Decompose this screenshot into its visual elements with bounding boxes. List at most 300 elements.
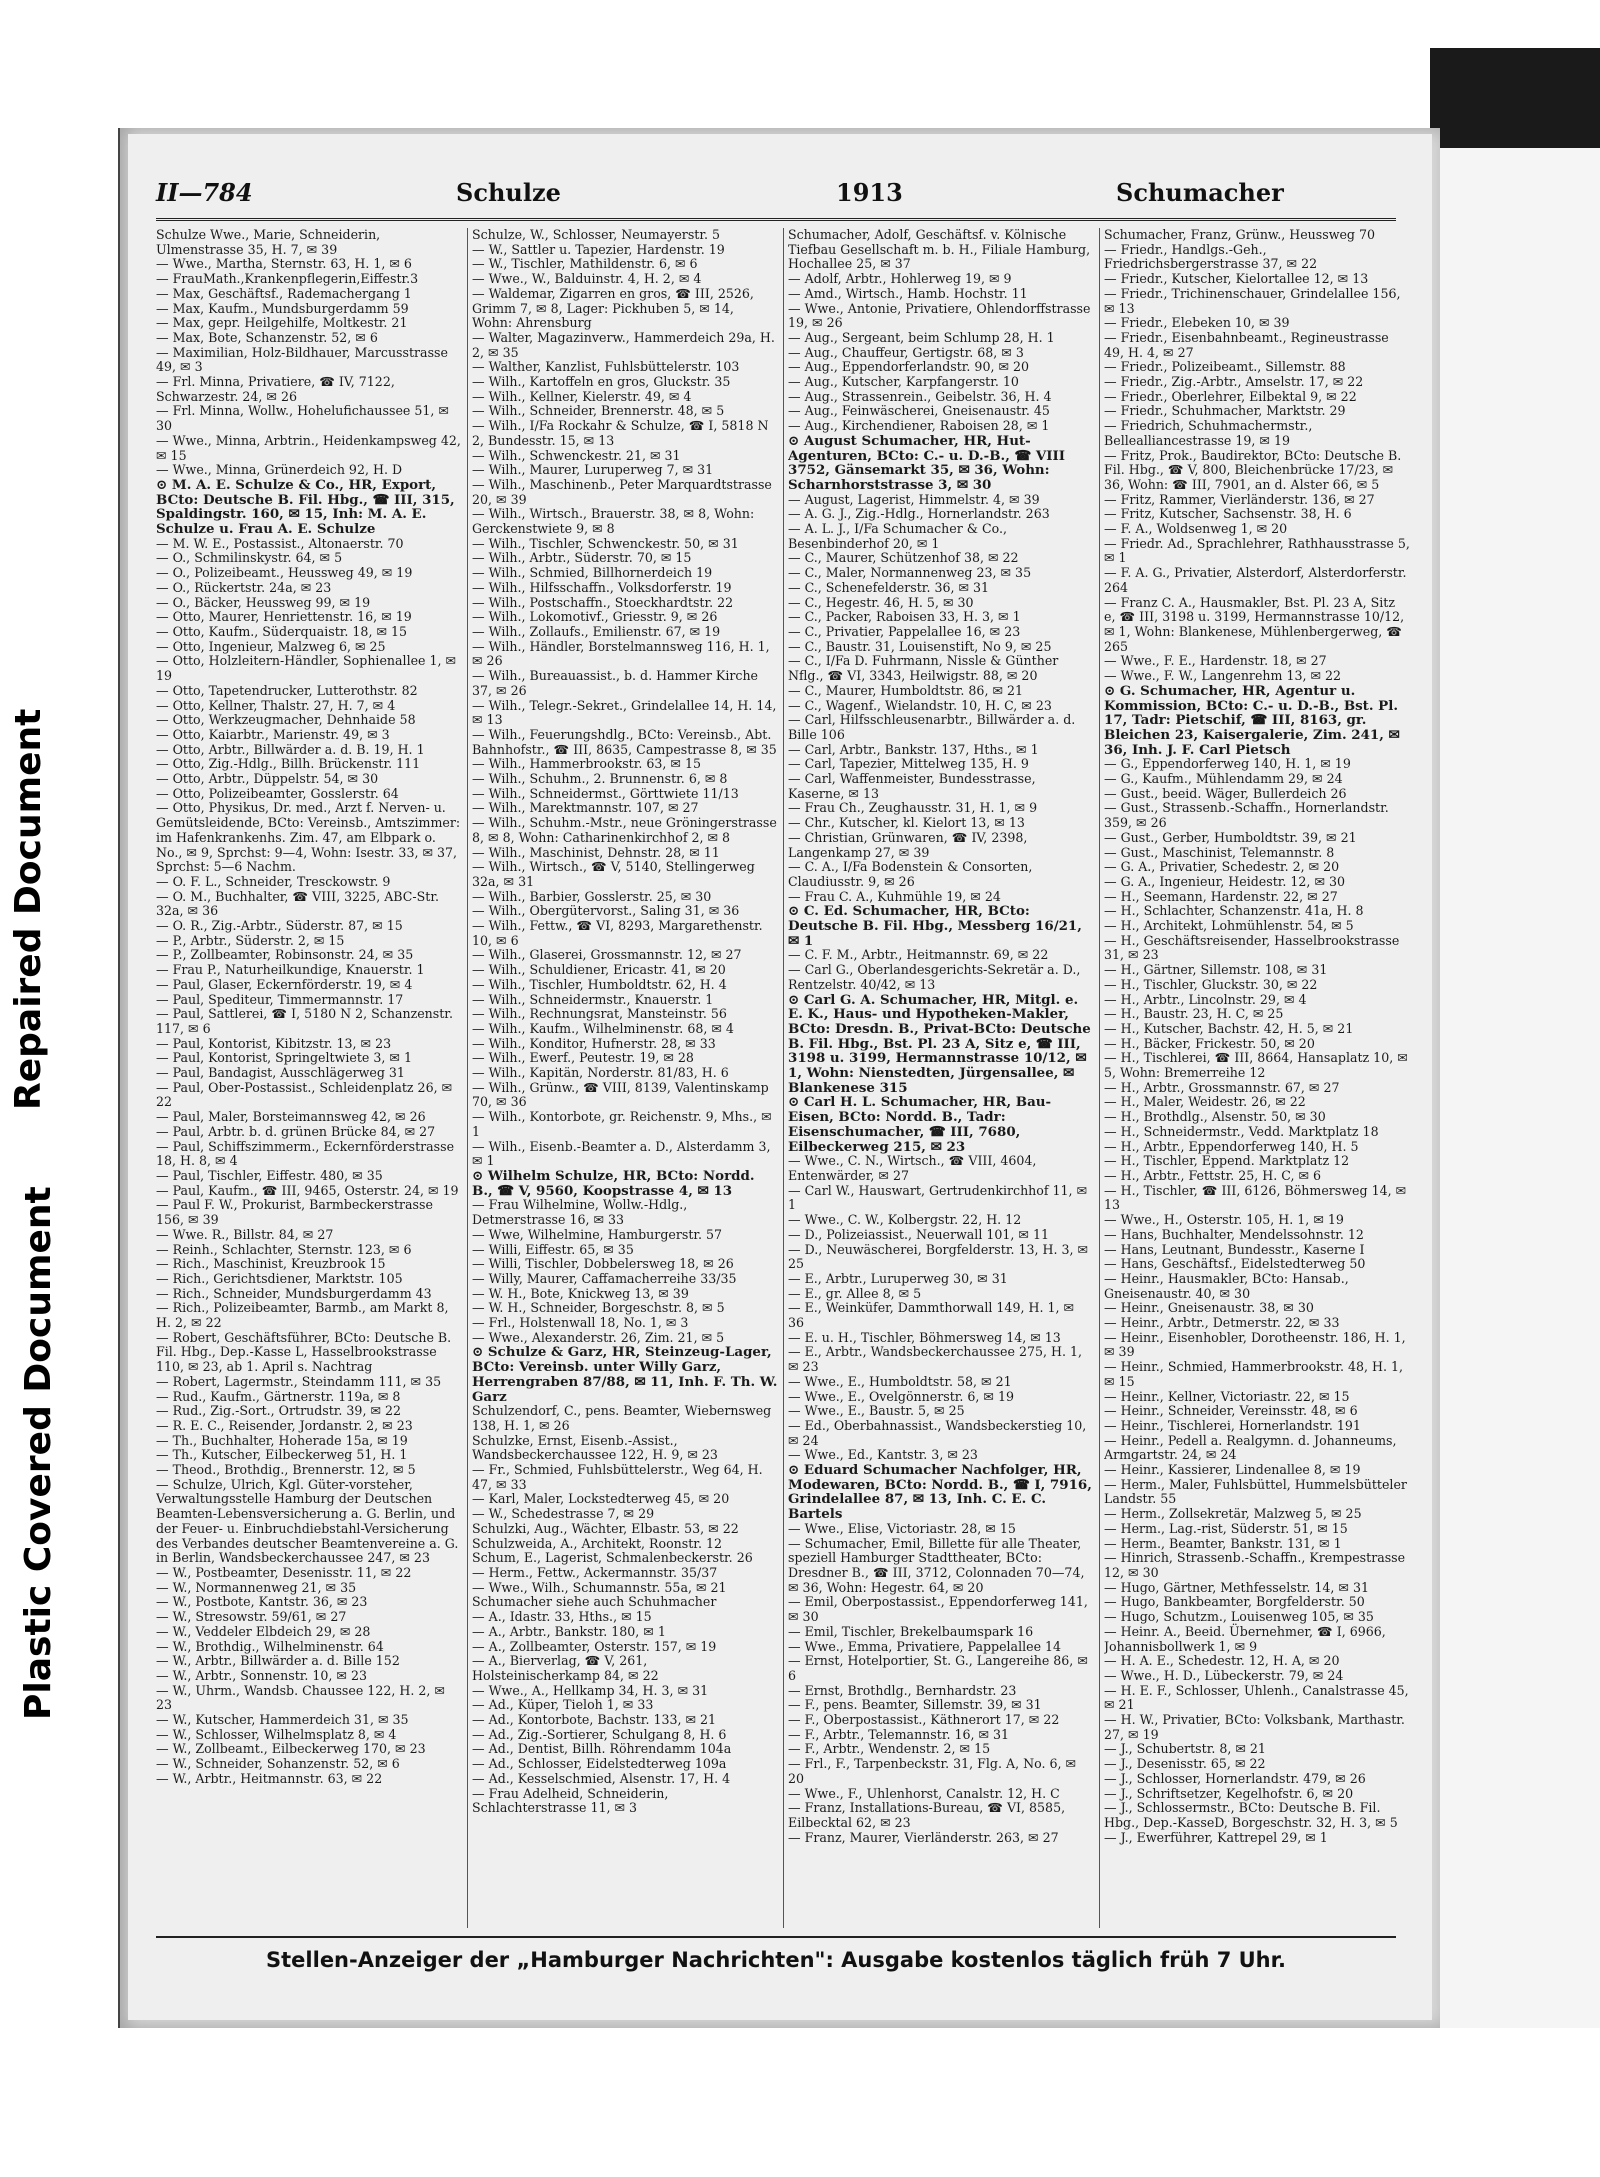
directory-entry: — O. M., Buchhalter, ☎ VIII, 3225, ABC-Str. 32a, ✉ 36 bbox=[156, 888, 440, 919]
directory-entry: — Rich., Maschinist, Kreuzbrook 15 bbox=[156, 1256, 386, 1272]
directory-entry: — H., Bäcker, Frickestr. 50, ✉ 20 bbox=[1104, 1035, 1315, 1051]
directory-entry: — Heinr., Eisenhobler, Dorotheenstr. 186, H. 1, ✉ 39 bbox=[1104, 1329, 1406, 1360]
directory-entry: — H., Baustr. 23, H. C, ✉ 25 bbox=[1104, 1006, 1284, 1022]
directory-entry: — H., Geschäftsreisender, Hasselbrookstrasse 31, ✉ 23 bbox=[1104, 932, 1400, 963]
directory-entry: — O. F. L., Schneider, Tresckowstr. 9 bbox=[156, 873, 391, 889]
directory-entry: — Otto, Kaiarbtr., Marienstr. 49, ✉ 3 bbox=[156, 726, 390, 742]
directory-entry: — O., Rückertstr. 24a, ✉ 23 bbox=[156, 579, 332, 595]
directory-entry: — P., Zollbeamter, Robinsonstr. 24, ✉ 35 bbox=[156, 947, 414, 963]
directory-entry: — Paul, Spediteur, Timmermannstr. 17 bbox=[156, 991, 404, 1007]
directory-entry: — Willi, Eiffestr. 65, ✉ 35 bbox=[472, 1241, 634, 1257]
directory-entry: — Otto, Tapetendrucker, Lutterothstr. 82 bbox=[156, 682, 418, 698]
directory-entry: — Otto, Arbtr., Düppelstr. 54, ✉ 30 bbox=[156, 771, 379, 787]
directory-entry: — C., Maurer, Humboldtstr. 86, ✉ 21 bbox=[788, 682, 1024, 698]
directory-entry: Schulzweida, A., Architekt, Roonstr. 12 bbox=[472, 1535, 722, 1551]
directory-entry: — G., Kaufm., Mühlendamm 29, ✉ 24 bbox=[1104, 771, 1343, 787]
directory-entry: — Wilh., Postschaffn., Stoeckhardtstr. 22 bbox=[472, 594, 734, 610]
directory-entry: — Paul, Arbtr. b. d. grünen Brücke 84, ✉ 27 bbox=[156, 1123, 436, 1139]
directory-entry: — Wilh., Kartoffeln en gros, Gluckstr. 35 bbox=[472, 374, 731, 390]
directory-entry: — Schulze, Ulrich, Kgl. Güter-vorsteher, Verwaltungsstelle Hamburg der Deutschen Beamten-Lebensversicherung a. G. Berlin, und der Feuer- u. Einbruchdiebstahl-Versicherung des Verbandes deutscher Beamtenvereine a. G. in Berlin, Wandsbeckerchaussee 247, ✉ 23 bbox=[156, 1476, 459, 1566]
directory-entry: — H., Seemann, Hardenstr. 22, ✉ 27 bbox=[1104, 888, 1338, 904]
directory-entry: — Max, Kaufm., Mundsburgerdamm 59 bbox=[156, 300, 409, 316]
directory-entry: — E., Arbtr., Wandsbeckerchaussee 275, H. 1, ✉ 23 bbox=[788, 1344, 1083, 1375]
directory-entry: — Willy, Maurer, Caffamacherreihe 33/35 bbox=[472, 1270, 737, 1286]
directory-entry: — Ad., Dentist, Billh. Röhrendamm 104a bbox=[472, 1741, 732, 1757]
directory-entry: — Paul, Bandagist, Ausschlägerweg 31 bbox=[156, 1065, 405, 1081]
directory-entry: — P., Arbtr., Süderstr. 2, ✉ 15 bbox=[156, 932, 345, 948]
directory-entry: — Rich., Polizeibeamter, Barmb., am Markt 8, H. 2, ✉ 22 bbox=[156, 1300, 449, 1331]
directory-entry: — FrauMath.,Krankenpflegerin,Eiffestr.3 bbox=[156, 271, 419, 287]
directory-entry: — W., Normannenweg 21, ✉ 35 bbox=[156, 1579, 357, 1595]
directory-entry: — Wwe., F., Uhlenhorst, Canalstr. 12, H. C bbox=[788, 1785, 1060, 1801]
directory-entry: — E., Arbtr., Luruperweg 30, ✉ 31 bbox=[788, 1270, 1008, 1286]
directory-entry: — Ad., Kontorbote, Bachstr. 133, ✉ 21 bbox=[472, 1712, 717, 1728]
directory-entry: — Frl. Minna, Privatiere, ☎ IV, 7122, Schwarzestr. 24, ✉ 26 bbox=[156, 374, 395, 404]
directory-entry: — Wilh., Maschinist, Dehnstr. 28, ✉ 11 bbox=[472, 844, 720, 860]
directory-entry: ⊙ Schulze & Garz, HR, Steinzeug-Lager, BCto: Vereinsb. unter Willy Garz, Herrengraben 87/88, ✉ 11, Inh. F. Th. W. Garz bbox=[472, 1344, 778, 1405]
directory-entry: — W., Uhrm., Wandsb. Chaussee 122, H. 2, ✉ 23 bbox=[156, 1682, 445, 1713]
directory-entry: — Wilh., Eisenb.-Beamter a. D., Alsterdamm 3, ✉ 1 bbox=[472, 1138, 771, 1169]
directory-entry: — Wwe., W., Balduinstr. 4, H. 2, ✉ 4 bbox=[472, 271, 702, 287]
directory-entry: — Theod., Brothdig., Brennerstr. 12, ✉ 5 bbox=[156, 1462, 416, 1478]
background-strip bbox=[1430, 148, 1600, 2028]
directory-entry: — Wilh., Lokomotivf., Griesstr. 9, ✉ 26 bbox=[472, 609, 718, 625]
directory-entry: — Wilh., Barbier, Gosslerstr. 25, ✉ 30 bbox=[472, 888, 712, 904]
directory-entry: — August, Lagerist, Himmelstr. 4, ✉ 39 bbox=[788, 491, 1040, 507]
directory-entry: — Heinr., Pedell a. Realgymn. d. Johanneums, Armgartstr. 24, ✉ 24 bbox=[1104, 1432, 1397, 1463]
directory-entry: — Heinr., Arbtr., Detmerstr. 22, ✉ 33 bbox=[1104, 1315, 1340, 1331]
directory-entry: — Robert, Lagermstr., Steindamm 111, ✉ 35 bbox=[156, 1373, 442, 1389]
directory-entry: — Heinr., Kellner, Victoriastr. 22, ✉ 15 bbox=[1104, 1388, 1350, 1404]
directory-entry: — C., Wagenf., Wielandstr. 10, H. C, ✉ 23 bbox=[788, 697, 1052, 713]
directory-entry: — Gust., Maschinist, Telemannstr. 8 bbox=[1104, 844, 1335, 860]
directory-entry: — Waldemar, Zigarren en gros, ☎ III, 2526, Grimm 7, ✉ 8, Lager: Pickhuben 5, ✉ 14, Wohn: Ahrensburg bbox=[472, 285, 754, 331]
directory-entry: — Hans, Geschäftsf., Eidelstedterweg 50 bbox=[1104, 1256, 1366, 1272]
directory-entry: — Wilh., Zollaufs., Emilienstr. 67, ✉ 19 bbox=[472, 623, 721, 639]
header-right-word: Schumacher bbox=[1116, 178, 1284, 207]
directory-entry: — E. u. H., Tischler, Böhmersweg 14, ✉ 13 bbox=[788, 1329, 1061, 1345]
directory-entry: — Herm., Beamter, Bankstr. 131, ✉ 1 bbox=[1104, 1535, 1342, 1551]
directory-entry: — Maximilian, Holz-Bildhauer, Marcusstrasse 49, ✉ 3 bbox=[156, 344, 448, 375]
directory-entry: — Friedr. Ad., Sprachlehrer, Rathhausstrasse 5, ✉ 1 bbox=[1104, 535, 1410, 566]
directory-entry: — R. E. C., Reisender, Jordanstr. 2, ✉ 23 bbox=[156, 1417, 413, 1433]
directory-entry: — Hans, Leutnant, Bundesstr., Kaserne I bbox=[1104, 1241, 1365, 1257]
directory-entry: — Gust., Strassenb.-Schaffn., Hornerlandstr. 359, ✉ 26 bbox=[1104, 800, 1389, 831]
directory-entry: Schumacher siehe auch Schuhmacher bbox=[472, 1594, 717, 1610]
directory-entry: — Wilh., Grünw., ☎ VIII, 8139, Valentinskamp 70, ✉ 36 bbox=[472, 1079, 769, 1110]
directory-entry: — O., Polizeibeamt., Heussweg 49, ✉ 19 bbox=[156, 565, 413, 581]
directory-entry: — Otto, Ingenieur, Malzweg 6, ✉ 25 bbox=[156, 638, 386, 654]
directory-entry: — Fritz, Kutscher, Sachsenstr. 38, H. 6 bbox=[1104, 506, 1352, 522]
side-labels bbox=[0, 0, 100, 2177]
directory-entry: — H. A. E., Schedestr. 12, H. A, ✉ 20 bbox=[1104, 1653, 1340, 1669]
directory-entry: — Wilh., Maurer, Luruperweg 7, ✉ 31 bbox=[472, 462, 714, 478]
directory-entry: — Wilh., Maschinenb., Peter Marquardtstrasse 20, ✉ 39 bbox=[472, 476, 772, 507]
directory-entry: ⊙ M. A. E. Schulze & Co., HR, Export, BCto: Deutsche B. Fil. Hbg., ☎ III, 315, Spaldingstr. 160, ✉ 15, Inh: M. A. E. Schulze u. Frau A. E. Schulze bbox=[156, 476, 455, 538]
directory-entry: — Heinr., Tischlerei, Hornerlandstr. 191 bbox=[1104, 1417, 1361, 1433]
directory-entry: — Otto, Kellner, Thalstr. 27, H. 7, ✉ 4 bbox=[156, 697, 396, 713]
directory-entry: — Aug., Kirchendiener, Raboisen 28, ✉ 1 bbox=[788, 418, 1050, 434]
directory-entry: — Heinr., Schmied, Hammerbrookstr. 48, H. 1, ✉ 15 bbox=[1104, 1359, 1404, 1389]
directory-entry: — Frau Wilhelmine, Wollw.-Hdlg., Detmerstrasse 16, ✉ 33 bbox=[472, 1197, 688, 1228]
directory-entry: — Wilh., Feuerungshdlg., BCto: Vereinsb., Abt. Bahnhofstr., ☎ III, 8635, Campestrasse 8, ✉ 35 bbox=[472, 726, 777, 757]
directory-entry: — Ad., Zig.-Sortierer, Schulgang 8, H. 6 bbox=[472, 1726, 727, 1742]
directory-entry: — Ed., Oberbahnassist., Wandsbeckerstieg 10, ✉ 24 bbox=[788, 1417, 1087, 1448]
directory-entry: — W., Tischler, Mathildenstr. 6, ✉ 6 bbox=[472, 256, 698, 272]
directory-entry: ⊙ G. Schumacher, HR, Agentur u. Kommission, BCto: C.- u. D.-B., Bst. Pl. 17, Tadr: Pietschif, ☎ III, 8163, gr. Bleichen 23, Kaisergalerie, Zim. 241, ✉ 36, Inh. J. F. Carl Pietsch bbox=[1104, 682, 1400, 758]
directory-entry: — W., Veddeler Elbdeich 29, ✉ 28 bbox=[156, 1623, 371, 1639]
directory-entry: — Carl G., Oberlandesgerichts-Sekretär a. D., Rentzelstr. 40/42, ✉ 13 bbox=[788, 962, 1081, 992]
directory-entry: — W., Zollbeamt., Eilbeckerweg 170, ✉ 23 bbox=[156, 1741, 426, 1757]
directory-entry: — Paul, Kontorist, Kibitzstr. 13, ✉ 23 bbox=[156, 1035, 392, 1051]
directory-entry: — A., Zollbeamter, Osterstr. 157, ✉ 19 bbox=[472, 1638, 717, 1654]
directory-entry: — Wwe., E., Baustr. 5, ✉ 25 bbox=[788, 1403, 965, 1419]
directory-entry: — E., Weinküfer, Dammthorwall 149, H. 1, ✉ 36 bbox=[788, 1300, 1075, 1331]
directory-entry: — H., Tischlerei, ☎ III, 8664, Hansaplatz 10, ✉ 5, Wohn: Bremerreihe 12 bbox=[1104, 1050, 1408, 1081]
directory-entry: — H., Tischler, Gluckstr. 30, ✉ 22 bbox=[1104, 976, 1318, 992]
directory-entry: — J., Schriftsetzer, Kegelhofstr. 6, ✉ 20 bbox=[1104, 1785, 1354, 1801]
directory-entry: — A., Bierverlag, ☎ V, 261, Holsteinischerkamp 84, ✉ 22 bbox=[472, 1653, 659, 1683]
directory-entry: — Wwe., Wilh., Schumannstr. 55a, ✉ 21 bbox=[472, 1579, 727, 1595]
directory-entry: Schulzendorf, C., pens. Beamter, Wiebernsweg 138, H. 1, ✉ 26 bbox=[472, 1403, 772, 1433]
directory-entry: — H., Maler, Weidestr. 26, ✉ 22 bbox=[1104, 1094, 1306, 1110]
directory-entry: — H., Architekt, Lohmühlenstr. 54, ✉ 5 bbox=[1104, 918, 1354, 934]
directory-entry: — Paul, Maler, Borsteimannsweg 42, ✉ 26 bbox=[156, 1109, 426, 1125]
header-left-word: Schulze bbox=[456, 178, 561, 207]
directory-entry: — Wilh., Obergütervorst., Saling 31, ✉ 36 bbox=[472, 903, 740, 919]
repaired-document-label: Repaired Document bbox=[8, 708, 49, 1110]
directory-entry: — Wilh., Schneider, Brennerstr. 48, ✉ 5 bbox=[472, 403, 725, 419]
directory-entry: — Wilh., Kaufm., Wilhelminenstr. 68, ✉ 4 bbox=[472, 1020, 734, 1036]
directory-entry: — Wilh., Hilfsschaffn., Volksdorferstr. 19 bbox=[472, 579, 732, 595]
directory-entry: — Carl, Hilfsschleusenarbtr., Billwärder a. d. Bille 106 bbox=[788, 712, 1076, 742]
directory-entry: — A., Arbtr., Bankstr. 180, ✉ 1 bbox=[472, 1623, 666, 1639]
directory-entry: — H. W., Privatier, BCto: Volksbank, Marthastr. 27, ✉ 19 bbox=[1104, 1712, 1405, 1742]
directory-entry: — Ernst, Brothdlg., Bernhardstr. 23 bbox=[788, 1682, 1017, 1698]
directory-entry: — H., Tischler, Eppend. Marktplatz 12 bbox=[1104, 1153, 1350, 1169]
directory-entry: — H., Gärtner, Sillemstr. 108, ✉ 31 bbox=[1104, 962, 1328, 978]
directory-entry: — Herm., Lag.-rist, Süderstr. 51, ✉ 15 bbox=[1104, 1520, 1348, 1536]
directory-entry: — J., Schlosser, Hornerlandstr. 479, ✉ 26 bbox=[1104, 1770, 1366, 1786]
column-divider bbox=[1099, 228, 1100, 1928]
directory-entry: — Hugo, Gärtner, Methfesselstr. 14, ✉ 31 bbox=[1104, 1579, 1370, 1595]
directory-entry: — Amd., Wirtsch., Hamb. Hochstr. 11 bbox=[788, 285, 1028, 301]
column-2 bbox=[472, 228, 778, 1928]
directory-entry: — Hinrich, Strassenb.-Schaffn., Krempestrasse 12, ✉ 30 bbox=[1104, 1550, 1406, 1580]
directory-entry: — Wwe., F. E., Hardenstr. 18, ✉ 27 bbox=[1104, 653, 1327, 669]
directory-entry: — Hugo, Bankbeamter, Borgfelderstr. 50 bbox=[1104, 1594, 1365, 1610]
directory-entry: — Wilh., Schwenckestr. 21, ✉ 31 bbox=[472, 447, 681, 463]
directory-entry: — Wilh., Schneidermst., Görttwiete 11/13 bbox=[472, 785, 739, 801]
directory-entry: — Wwe., A., Hellkamp 34, H. 3, ✉ 31 bbox=[472, 1682, 709, 1698]
directory-entry: — Wilh., Händler, Borstelmannsweg 116, H. 1, ✉ 26 bbox=[472, 638, 770, 669]
directory-entry: — C., Schenefelderstr. 36, ✉ 31 bbox=[788, 579, 990, 595]
directory-entry: — Gust., beeid. Wäger, Bullerdeich 26 bbox=[1104, 785, 1347, 801]
directory-entry: — E., gr. Allee 8, ✉ 5 bbox=[788, 1285, 922, 1301]
directory-entry: — Wilh., I/Fa Rockahr & Schulze, ☎ I, 5818 N 2, Bundesstr. 15, ✉ 13 bbox=[472, 418, 769, 448]
directory-entry: — H. E. F., Schlosser, Uhlenh., Canalstrasse 45, ✉ 21 bbox=[1104, 1682, 1409, 1713]
directory-entry: ⊙ August Schumacher, HR, Hut-Agenturen, BCto: C.- u. D.-B., ☎ VIII 3752, Gänsemarkt 35, ✉ 36, Wohn: Scharnhorststrasse 3, ✉ 30 bbox=[788, 432, 1066, 493]
column-3 bbox=[788, 228, 1094, 1928]
directory-entry: — Hans, Buchhalter, Mendelssohnstr. 12 bbox=[1104, 1226, 1364, 1242]
directory-entry: — F. A., Woldsenweg 1, ✉ 20 bbox=[1104, 521, 1288, 537]
directory-entry: — C., Packer, Raboisen 33, H. 3, ✉ 1 bbox=[788, 609, 1021, 625]
directory-entry: — Wilh., Wirtsch., Brauerstr. 38, ✉ 8, Wohn: Gerckenstwiete 9, ✉ 8 bbox=[472, 506, 755, 537]
directory-entry: — C., Maler, Normannenweg 23, ✉ 35 bbox=[788, 565, 1032, 581]
directory-entry: — H., Arbtr., Fettstr. 25, H. C, ✉ 6 bbox=[1104, 1168, 1322, 1183]
directory-entry: — W., Postbeamter, Desenisstr. 11, ✉ 22 bbox=[156, 1564, 412, 1580]
directory-entry: — Frau Ch., Zeughausstr. 31, H. 1, ✉ 9 bbox=[788, 800, 1038, 816]
directory-entry: — O. R., Zig.-Arbtr., Süderstr. 87, ✉ 15 bbox=[156, 918, 403, 934]
directory-entry: — W., Schlosser, Wilhelmsplatz 8, ✉ 4 bbox=[156, 1726, 397, 1742]
directory-entry: — Herm., Fettw., Ackermannstr. 35/37 bbox=[472, 1564, 718, 1580]
directory-entry: — Herm., Zollsekretär, Malzweg 5, ✉ 25 bbox=[1104, 1506, 1362, 1522]
directory-entry: ⊙ Carl G. A. Schumacher, HR, Mitgl. e. E. K., Haus- und Hypotheken-Makler, BCto: Dresdn. B., Privat-BCto: Deutsche B. Fil. Hbg., Bst. Pl. 23 A, Sitz e, ☎ III, 3198 u. 3199, Hermannstrasse 10/12, ✉ 1, Wohn: Nienstedten, Jürgensallee, ✉ Blankenese 315 bbox=[788, 991, 1091, 1096]
directory-entry: Schulzke, Ernst, Eisenb.-Assist., Wandsbeckerchaussee 122, H. 9, ✉ 23 bbox=[472, 1432, 718, 1463]
directory-entry: — Wilh., Kellner, Kielerstr. 49, ✉ 4 bbox=[472, 388, 692, 404]
directory-entry: — Wilh., Rechnungsrat, Mansteinstr. 56 bbox=[472, 1006, 727, 1022]
directory-entry: — Paul, Sattlerei, ☎ I, 5180 N 2, Schanzenstr. 117, ✉ 6 bbox=[156, 1006, 453, 1036]
directory-entry: — Otto, Physikus, Dr. med., Arzt f. Nerven- u. Gemütsleidende, BCto: Vereinsb., Amtszimmer: im Hafenkrankenhs. Zim. 47, am Elbpark o. No., ✉ 9, Sprchst: 9—4, Wohn: Isestr. 33, ✉ 37, Sprchst: 5—6 Nachm. bbox=[156, 800, 461, 875]
directory-entry: — Wilh., Telegr.-Sekret., Grindelallee 14, H. 14, ✉ 13 bbox=[472, 697, 777, 728]
directory-entry: — Wilh., Schuldiener, Ericastr. 41, ✉ 20 bbox=[472, 962, 726, 978]
directory-entry: — Paul, Glaser, Eckernförderstr. 19, ✉ 4 bbox=[156, 976, 413, 992]
directory-entry: — Wwe., C. N., Wirtsch., ☎ VIII, 4604, Entenwärder, ✉ 27 bbox=[788, 1153, 1037, 1183]
directory-entry: — Christian, Grünwaren, ☎ IV, 2398, Langenkamp 27, ✉ 39 bbox=[788, 829, 1028, 860]
plastic-covered-document-label: Plastic Covered Document bbox=[18, 1186, 59, 1720]
directory-entry: Schulzki, Aug., Wächter, Elbastr. 53, ✉ 22 bbox=[472, 1520, 739, 1536]
directory-entry: — Wilh., Ewerf., Peutestr. 19, ✉ 28 bbox=[472, 1050, 694, 1066]
directory-entry: — Rud., Kaufm., Gärtnerstr. 119a, ✉ 8 bbox=[156, 1388, 401, 1404]
directory-entry: — Emil, Oberpostassist., Eppendorferweg 141, ✉ 30 bbox=[788, 1594, 1088, 1625]
directory-entry: — Wwe., Antonie, Privatiere, Ohlendorffstrasse 19, ✉ 26 bbox=[788, 300, 1091, 331]
directory-entry: — F. A. G., Privatier, Alsterdorf, Alsterdorferstr. 264 bbox=[1104, 565, 1407, 595]
directory-entry: — Wwe., Emma, Privatiere, Pappelallee 14 bbox=[788, 1638, 1062, 1654]
directory-entry: — Max, gepr. Heilgehilfe, Moltkestr. 21 bbox=[156, 315, 408, 331]
directory-entry: — Friedr., Schuhmacher, Marktstr. 29 bbox=[1104, 403, 1346, 419]
directory-entry: — M. W. E., Postassist., Altonaerstr. 70 bbox=[156, 535, 404, 551]
directory-entry: — Wwe., Minna, Grünerdeich 92, H. D bbox=[156, 462, 403, 478]
directory-entry: — Ad., Schlosser, Eidelstedterweg 109a bbox=[472, 1756, 727, 1772]
directory-entry: — Herm., Maler, Fuhlsbüttel, Hummelsbütteler Landstr. 55 bbox=[1104, 1476, 1407, 1507]
directory-entry: — Willi, Tischler, Dobbelersweg 18, ✉ 26 bbox=[472, 1256, 734, 1272]
directory-entry: — Frau C. A., Kuhmühle 19, ✉ 24 bbox=[788, 888, 1001, 904]
directory-entry: — Wilh., Glaserei, Grossmannstr. 12, ✉ 27 bbox=[472, 947, 742, 963]
directory-entry: — Wilh., Schuhm., 2. Brunnenstr. 6, ✉ 8 bbox=[472, 771, 728, 787]
directory-entry: — Heinr., Gneisenaustr. 38, ✉ 30 bbox=[1104, 1300, 1314, 1316]
directory-entry: — Wilh., Fettw., ☎ VI, 8293, Margarethenstr. 10, ✉ 6 bbox=[472, 918, 763, 948]
directory-entry: — J., Ewerführer, Kattrepel 29, ✉ 1 bbox=[1104, 1829, 1328, 1845]
directory-entry: — C. A., I/Fa Bodenstein & Consorten, Claudiusstr. 9, ✉ 26 bbox=[788, 859, 1033, 889]
directory-entry: — Chr., Kutscher, kl. Kielort 13, ✉ 13 bbox=[788, 815, 1025, 831]
directory-entry: — Wwe., Martha, Sternstr. 63, H. 1, ✉ 6 bbox=[156, 256, 412, 272]
directory-entry: — F., Arbtr., Wendenstr. 2, ✉ 15 bbox=[788, 1741, 991, 1757]
directory-entry: — Otto, Polizeibeamter, Gosslerstr. 64 bbox=[156, 785, 399, 801]
directory-entry: — Frau Adelheid, Schneiderin, Schlachterstrasse 11, ✉ 3 bbox=[472, 1785, 669, 1816]
directory-entry: — Friedr., Handlgs.-Geh., Friedrichsbergerstrasse 37, ✉ 22 bbox=[1104, 241, 1318, 272]
directory-entry: — Aug., Sergeant, beim Schlump 28, H. 1 bbox=[788, 329, 1055, 345]
dark-corner-tab bbox=[1430, 48, 1600, 148]
directory-entry: — Max, Geschäftsf., Rademachergang 1 bbox=[156, 285, 412, 301]
directory-entry: — Ad., Küper, Tieloh 1, ✉ 33 bbox=[472, 1697, 654, 1713]
directory-entry: — D., Neuwäscherei, Borgfelderstr. 13, H. 3, ✉ 25 bbox=[788, 1241, 1089, 1272]
directory-entry: — Wilh., Wirtsch., ☎ V, 5140, Stellingerweg 32a, ✉ 31 bbox=[472, 859, 755, 889]
directory-entry: — Wwe., Elise, Victoriastr. 28, ✉ 15 bbox=[788, 1520, 1016, 1536]
page-header bbox=[156, 178, 1396, 218]
directory-entry: — Aug., Kutscher, Karpfangerstr. 10 bbox=[788, 374, 1019, 390]
directory-entry: — Wwe., Ed., Kantstr. 3, ✉ 23 bbox=[788, 1447, 978, 1463]
directory-entry: — Wwe., H., Osterstr. 105, H. 1, ✉ 19 bbox=[1104, 1212, 1344, 1228]
directory-entry: — Th., Buchhalter, Hoherade 15a, ✉ 19 bbox=[156, 1432, 408, 1448]
scanned-page bbox=[118, 128, 1440, 2028]
directory-entry: — F., Arbtr., Telemannstr. 16, ✉ 31 bbox=[788, 1726, 1010, 1742]
directory-entry: — F., Oberpostassist., Käthnerort 17, ✉ 22 bbox=[788, 1712, 1060, 1728]
directory-entry: — H., Arbtr., Grossmannstr. 67, ✉ 27 bbox=[1104, 1079, 1340, 1095]
directory-entry: — F., pens. Beamter, Sillemstr. 39, ✉ 31 bbox=[788, 1697, 1042, 1713]
directory-entry: — Emil, Tischler, Brekelbaumspark 16 bbox=[788, 1623, 1034, 1639]
directory-entry: — Otto, Holzleitern-Händler, Sophienallee 1, ✉ 19 bbox=[156, 653, 457, 684]
directory-entry: — Heinr., Hausmakler, BCto: Hansab., Gneisenaustr. 40, ✉ 30 bbox=[1104, 1270, 1349, 1301]
header-rule bbox=[156, 218, 1396, 221]
directory-entry: — Walter, Magazinverw., Hammerdeich 29a, H. 2, ✉ 35 bbox=[472, 329, 775, 360]
directory-entry: — J., Schlossermstr., BCto: Deutsche B. Fil. Hbg., Dep.-KasseD, Borgeschstr. 32, H. 3, ✉ 5 bbox=[1104, 1800, 1398, 1830]
directory-entry: — Rich., Gerichtsdiener, Marktstr. 105 bbox=[156, 1270, 403, 1286]
directory-entry: — Gust., Gerber, Humboldtstr. 39, ✉ 21 bbox=[1104, 829, 1357, 845]
directory-entry: — Fritz, Rammer, Vierländerstr. 136, ✉ 27 bbox=[1104, 491, 1375, 507]
directory-entry: — Otto, Werkzeugmacher, Dehnhaide 58 bbox=[156, 712, 416, 728]
directory-entry: — Otto, Maurer, Henriettenstr. 16, ✉ 19 bbox=[156, 609, 412, 625]
directory-entry: — Rud., Zig.-Sort., Ortrudstr. 39, ✉ 22 bbox=[156, 1403, 402, 1419]
directory-entry: — Otto, Kaufm., Süderquaistr. 18, ✉ 15 bbox=[156, 623, 408, 639]
column-divider bbox=[783, 228, 784, 1928]
directory-entry: — Paul, Kontorist, Springeltwiete 3, ✉ 1 bbox=[156, 1050, 412, 1066]
directory-entry: — Adolf, Arbtr., Hohlerweg 19, ✉ 9 bbox=[788, 271, 1012, 287]
directory-entry: — W. H., Schneider, Borgeschstr. 8, ✉ 5 bbox=[472, 1300, 725, 1316]
column-1 bbox=[156, 228, 462, 1928]
directory-entry: — C. F. M., Arbtr., Heitmannstr. 69, ✉ 22 bbox=[788, 947, 1049, 963]
directory-entry: — Paul F. W., Prokurist, Barmbeckerstrasse 156, ✉ 39 bbox=[156, 1197, 433, 1228]
directory-entry: — W., Stresowstr. 59/61, ✉ 27 bbox=[156, 1609, 347, 1625]
directory-entry: ⊙ C. Ed. Schumacher, HR, BCto: Deutsche B. Fil. Hbg., Messberg 16/21, ✉ 1 bbox=[788, 903, 1082, 949]
directory-entry: — O., Schmilinskystr. 64, ✉ 5 bbox=[156, 550, 343, 566]
directory-entry: — Paul, Kaufm., ☎ III, 9465, Osterstr. 24, ✉ 19 bbox=[156, 1182, 459, 1198]
directory-entry: — Schumacher, Emil, Billette für alle Theater, speziell Hamburger Stadttheater, BCto: Dresdner B., ☎ III, 3712, Colonnaden 70—74, ✉ 36, Wohn: Hegestr. 64, ✉ 20 bbox=[788, 1535, 1085, 1595]
directory-entry: — W., Postbote, Kantstr. 36, ✉ 23 bbox=[156, 1594, 368, 1610]
page-paper bbox=[128, 134, 1432, 2020]
directory-entry: — W., Brothdig., Wilhelminenstr. 64 bbox=[156, 1638, 384, 1654]
directory-entry: — H., Arbtr., Eppendorferweg 140, H. 5 bbox=[1104, 1138, 1359, 1154]
directory-entry: — Friedr., Eisenbahnbeamt., Regineustrasse 49, H. 4, ✉ 27 bbox=[1104, 329, 1389, 360]
directory-entry: — Wilh., Hammerbrookstr. 63, ✉ 15 bbox=[472, 756, 701, 772]
footer-rule bbox=[156, 1936, 1396, 1938]
directory-entry: — Carl, Waffenmeister, Bundesstrasse, Kaserne, ✉ 13 bbox=[788, 771, 1036, 801]
directory-entry: — Friedrich, Schuhmachermstr., Bellealliancestrasse 19, ✉ 19 bbox=[1104, 418, 1313, 448]
directory-entry: ⊙ Eduard Schumacher Nachfolger, HR, Modewaren, BCto: Nordd. B., ☎ I, 7916, Grindelallee 87, ✉ 13, Inh. C. E. C. Bartels bbox=[788, 1462, 1092, 1523]
directory-entry: — C., Hegestr. 46, H. 5, ✉ 30 bbox=[788, 594, 974, 610]
directory-entry: — H., Schlachter, Schanzenstr. 41a, H. 8 bbox=[1104, 903, 1364, 919]
directory-entry: — Heinr., Schneider, Vereinsstr. 48, ✉ 6 bbox=[1104, 1403, 1358, 1419]
column-4 bbox=[1104, 228, 1410, 1928]
directory-entry: — Wilh., Arbtr., Süderstr. 70, ✉ 15 bbox=[472, 550, 692, 566]
directory-entry: — Wilh., Konditor, Hufnerstr. 28, ✉ 33 bbox=[472, 1035, 716, 1051]
directory-entry: — Ad., Kesselschmied, Alsenstr. 17, H. 4 bbox=[472, 1770, 731, 1786]
directory-entry: — Wwe, Wilhelmine, Hamburgerstr. 57 bbox=[472, 1226, 723, 1242]
directory-entry: — Wilh., Kontorbote, gr. Reichenstr. 9, Mhs., ✉ 1 bbox=[472, 1109, 772, 1139]
directory-entry: — Aug., Chauffeur, Gertigstr. 68, ✉ 3 bbox=[788, 344, 1024, 360]
directory-entry: — Paul, Ober-Postassist., Schleidenplatz 26, ✉ 22 bbox=[156, 1079, 453, 1110]
directory-entry: — Wwe., E., Humboldtstr. 58, ✉ 21 bbox=[788, 1373, 1012, 1389]
directory-entry: — Frl., Holstenwall 18, No. 1, ✉ 3 bbox=[472, 1315, 689, 1331]
directory-entry: — Friedr., Elebeken 10, ✉ 39 bbox=[1104, 315, 1290, 331]
page-footer: Stellen-Anzeiger der „Hamburger Nachrichten": Ausgabe kostenlos täglich früh 7 Uhr. bbox=[266, 1948, 1286, 1972]
directory-entry: — Frl. Minna, Wollw., Hohelufichaussee 51, ✉ 30 bbox=[156, 403, 449, 434]
header-year: 1913 bbox=[836, 178, 903, 207]
directory-entry: — Carl W., Hauswart, Gertrudenkirchhof 11, ✉ 1 bbox=[788, 1182, 1088, 1213]
directory-entry: Schulze Wwe., Marie, Schneiderin, Ulmenstrasse 35, H. 7, ✉ 39 bbox=[156, 228, 381, 257]
directory-entry: — Wilh., Tischler, Humboldtstr. 62, H. 4 bbox=[472, 976, 727, 992]
directory-entry: — G. A., Ingenieur, Heidestr. 12, ✉ 30 bbox=[1104, 873, 1346, 889]
directory-entry: — Aug., Eppendorferlandstr. 90, ✉ 20 bbox=[788, 359, 1030, 375]
directory-entry: — Wilh., Bureauassist., b. d. Hammer Kirche 37, ✉ 26 bbox=[472, 668, 759, 698]
directory-entry: — Hugo, Schutzm., Louisenweg 105, ✉ 35 bbox=[1104, 1609, 1374, 1625]
directory-entry: — Frau P., Naturheilkundige, Knauerstr. 1 bbox=[156, 962, 425, 978]
directory-columns bbox=[156, 228, 1410, 1928]
directory-entry: — Rich., Schneider, Mundsburgerdamm 43 bbox=[156, 1285, 432, 1301]
directory-entry: — C., Maurer, Schützenhof 38, ✉ 22 bbox=[788, 550, 1019, 566]
directory-entry: — Karl, Maler, Lockstedterweg 45, ✉ 20 bbox=[472, 1491, 730, 1507]
directory-entry: — Wwe., Alexanderstr. 26, Zim. 21, ✉ 5 bbox=[472, 1329, 725, 1345]
directory-entry: — Wilh., Schneidermstr., Knauerstr. 1 bbox=[472, 991, 714, 1007]
directory-entry: — Friedr., Polizeibeamt., Sillemstr. 88 bbox=[1104, 359, 1346, 375]
directory-entry: — A. L. J., I/Fa Schumacher & Co., Besenbinderhof 20, ✉ 1 bbox=[788, 521, 1007, 551]
column-divider bbox=[467, 228, 468, 1928]
directory-entry: — Walther, Kanzlist, Fuhlsbüttelerstr. 103 bbox=[472, 359, 740, 375]
directory-entry: — H., Brothdlg., Alsenstr. 50, ✉ 30 bbox=[1104, 1109, 1326, 1125]
directory-entry: — Wwe., E., Ovelgönnerstr. 6, ✉ 19 bbox=[788, 1388, 1015, 1404]
directory-entry: Schum, E., Lagerist, Schmalenbeckerstr. 26 bbox=[472, 1550, 753, 1566]
directory-entry: — W., Schedestrasse 7, ✉ 29 bbox=[472, 1506, 655, 1522]
directory-entry: — Wilh., Marektmannstr. 107, ✉ 27 bbox=[472, 800, 699, 816]
directory-entry: — Carl, Arbtr., Bankstr. 137, Hths., ✉ 1 bbox=[788, 741, 1039, 757]
directory-entry: — W., Arbtr., Sonnenstr. 10, ✉ 23 bbox=[156, 1667, 368, 1683]
directory-entry: — Aug., Feinwäscherei, Gneisenaustr. 45 bbox=[788, 403, 1050, 419]
page-number: II—784 bbox=[156, 178, 253, 207]
directory-entry: — Wilh., Tischler, Schwenckestr. 50, ✉ 31 bbox=[472, 535, 739, 551]
directory-entry: — Paul, Tischler, Eiffestr. 480, ✉ 35 bbox=[156, 1168, 383, 1183]
directory-entry: — Max, Bote, Schanzenstr. 52, ✉ 6 bbox=[156, 329, 378, 345]
directory-entry: — Carl, Tapezier, Mittelweg 135, H. 9 bbox=[788, 756, 1029, 772]
directory-entry: — J., Desenisstr. 65, ✉ 22 bbox=[1104, 1756, 1266, 1772]
directory-entry: — C., Privatier, Pappelallee 16, ✉ 23 bbox=[788, 623, 1021, 639]
directory-entry: — Heinr., Kassierer, Lindenallee 8, ✉ 19 bbox=[1104, 1462, 1361, 1478]
directory-entry: Schumacher, Adolf, Geschäftsf. v. Kölnische Tiefbau Gesellschaft m. b. H., Filiale Hamburg, Hochallee 25, ✉ 37 bbox=[788, 228, 1091, 272]
directory-entry: — Th., Kutscher, Eilbeckerweg 51, H. 1 bbox=[156, 1447, 408, 1463]
directory-entry: — C., I/Fa D. Fuhrmann, Nissle & Günther Nflg., ☎ VI, 3343, Heilwigstr. 88, ✉ 20 bbox=[788, 653, 1059, 684]
directory-entry: — Franz C. A., Hausmakler, Bst. Pl. 23 A, Sitz e, ☎ III, 3198 u. 3199, Hermannstrasse 10/12, ✉ 1, Wohn: Blankenese, Mühlenbergerweg, ☎ 265 bbox=[1104, 594, 1405, 654]
directory-entry: — Fritz, Prok., Baudirektor, BCto: Deutsche B. Fil. Hbg., ☎ V, 800, Bleichenbrücke 17/23, ✉ 36, Wohn: ☎ III, 7901, an d. Alster 66, ✉ 5 bbox=[1104, 447, 1402, 492]
directory-entry: — W., Sattler u. Tapezier, Hardenstr. 19 bbox=[472, 241, 725, 257]
directory-entry: — Robert, Geschäftsführer, BCto: Deutsche B. Fil. Hbg., Dep.-Kasse L, Hasselbrookstrasse 110, ✉ 23, ab 1. April s. Nachtrag bbox=[156, 1329, 452, 1375]
directory-entry: — Wwe., H. D., Lübeckerstr. 79, ✉ 24 bbox=[1104, 1667, 1344, 1683]
directory-entry: — A. G. J., Zig.-Hdlg., Hornerlandstr. 263 bbox=[788, 506, 1050, 522]
directory-entry: — Frl., F., Tarpenbeckstr. 31, Flg. A, No. 6, ✉ 20 bbox=[788, 1756, 1077, 1786]
directory-entry: — H., Arbtr., Lincolnstr. 29, ✉ 4 bbox=[1104, 991, 1307, 1007]
directory-entry: — A., Idastr. 33, Hths., ✉ 15 bbox=[472, 1609, 652, 1625]
directory-entry: ⊙ Carl H. L. Schumacher, HR, Bau-Eisen, BCto: Nordd. B., Tadr: Eisenschumacher, ☎ III, 7680, Eilbeckerweg 215, ✉ 23 bbox=[788, 1094, 1052, 1155]
directory-entry: — Paul, Schiffszimmerm., Eckernförderstrasse 18, H. 8, ✉ 4 bbox=[156, 1138, 455, 1169]
directory-entry: — Wwe., C. W., Kolbergstr. 22, H. 12 bbox=[788, 1212, 1022, 1228]
directory-entry: — Reinh., Schlachter, Sternstr. 123, ✉ 6 bbox=[156, 1241, 412, 1257]
